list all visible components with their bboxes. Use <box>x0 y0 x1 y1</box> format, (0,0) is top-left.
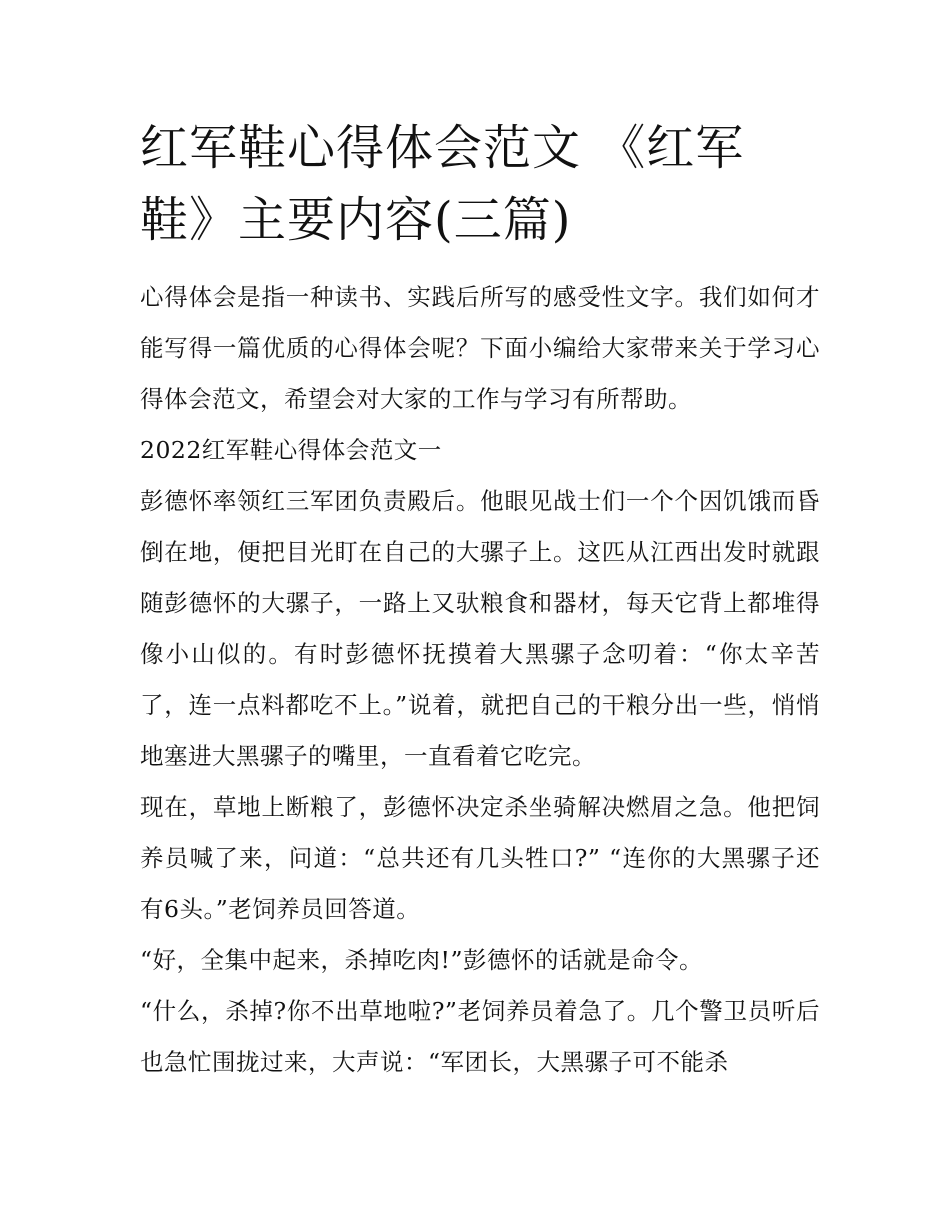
section-heading: 2022红军鞋心得体会范文一 <box>140 436 442 464</box>
document-body <box>140 272 820 1088</box>
story-paragraph: “什么，杀掉?你不出草地啦?”老饲养员着急了。几个警卫员听后也急忙围拢过来，大声说：“军团长，大黑骡子可不能杀 <box>140 997 820 1076</box>
document-title: 红军鞋心得体会范文 《红军鞋》主要内容(三篇) <box>140 120 745 248</box>
story-paragraph: 彭德怀率领红三军团负责殿后。他眼见战士们一个个因饥饿而昏倒在地，便把目光盯在自己的大骡子上。这匹从江西出发时就跟随彭德怀的大骡子，一路上又驮粮食和器材，每天它背上都堆得像小山似的。有时彭德怀抚摸着大黑骡子念叨着：“你太辛苦了，连一点料都吃不上。”说着，就把自己的干粮分出一些，悄悄地塞进大黑骡子的嘴里，一直看着它吃完。 <box>140 487 820 770</box>
story-paragraph: 现在，草地上断粮了，彭德怀决定杀坐骑解决燃眉之急。他把饲养员喊了来，问道：“总共还有几头牲口?” “连你的大黑骡子还有6头。”老饲养员回答道。 <box>140 793 820 923</box>
intro-paragraph: 心得体会是指一种读书、实践后所写的感受性文字。我们如何才能写得一篇优质的心得体会呢？下面小编给大家带来关于学习心得体会范文，希望会对大家的工作与学习有所帮助。 <box>140 283 820 413</box>
document-content <box>140 112 820 1088</box>
story-paragraph: “好，全集中起来，杀掉吃肉!”彭德怀的话就是命令。 <box>140 946 703 974</box>
